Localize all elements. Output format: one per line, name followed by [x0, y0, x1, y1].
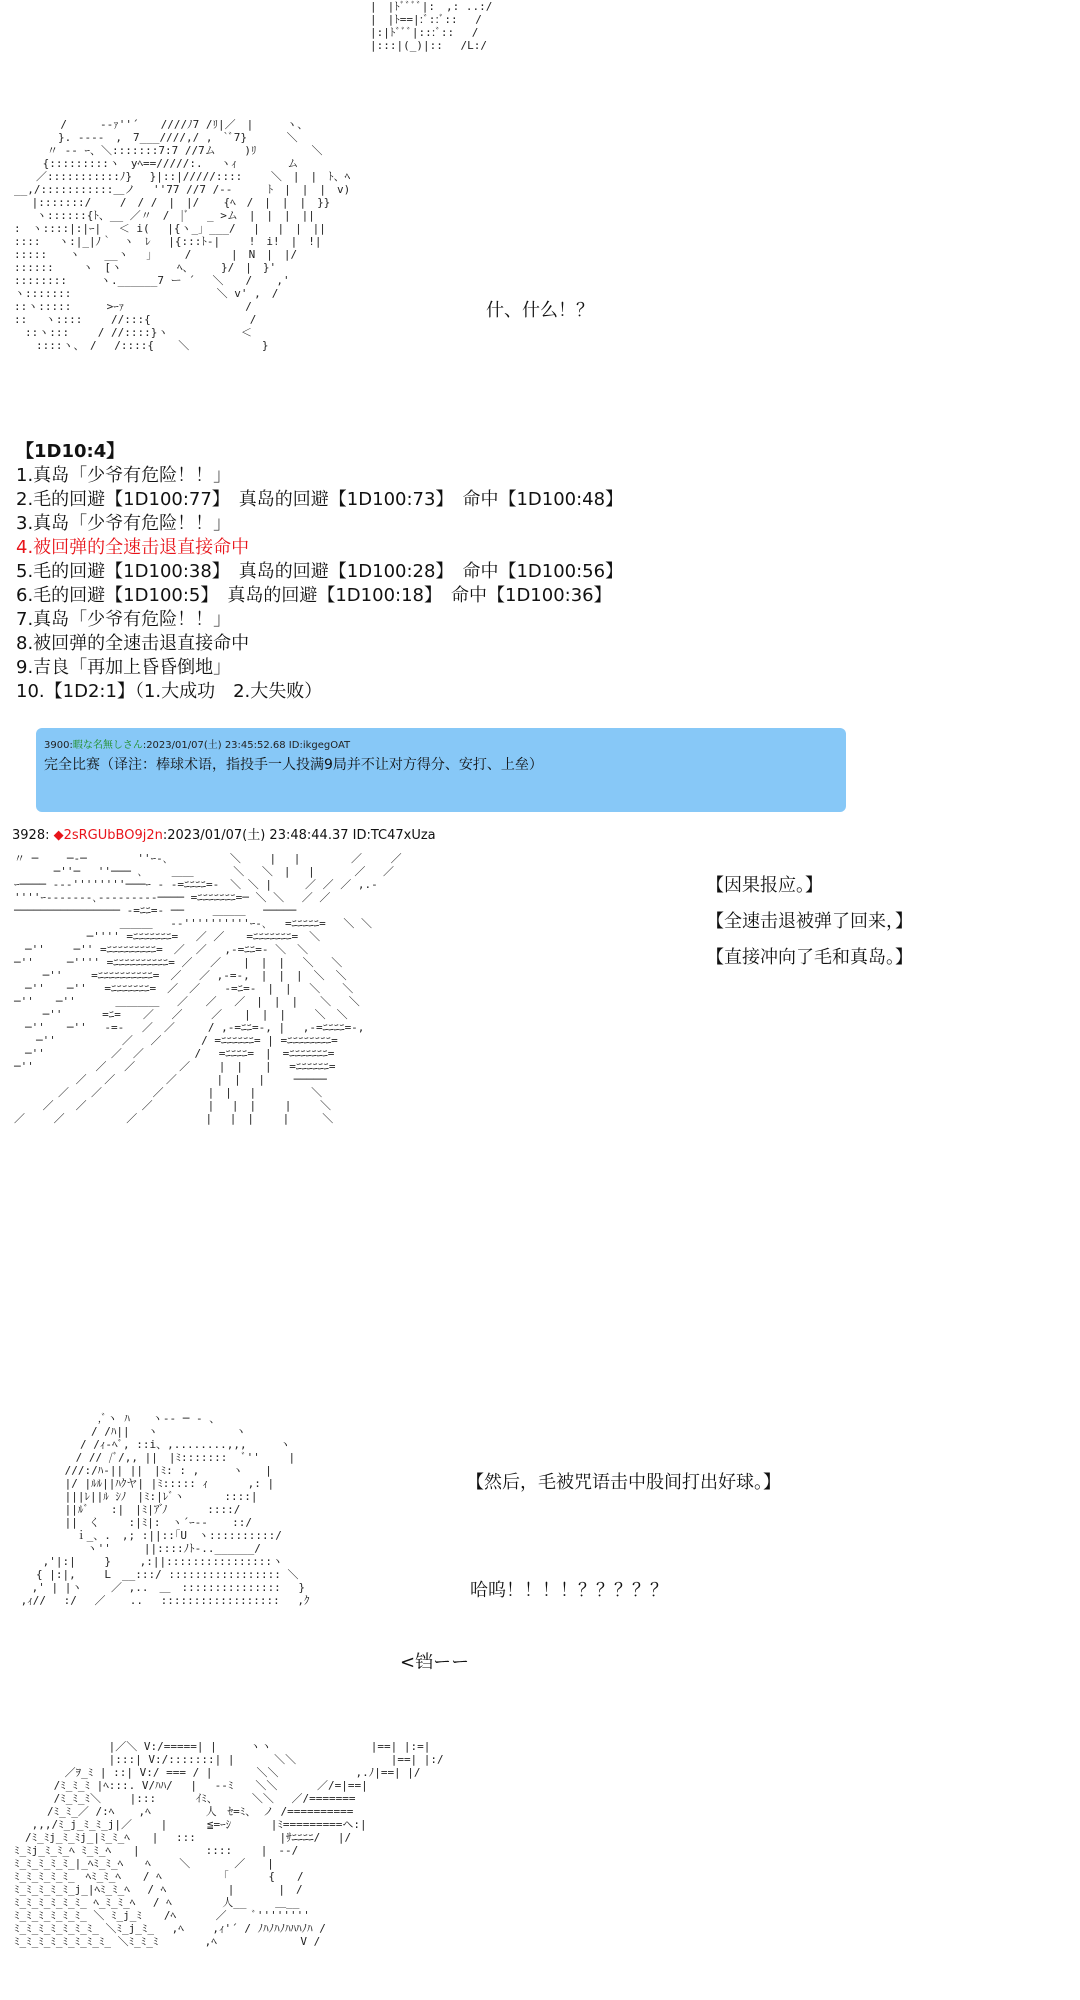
reply-text-main: 完全比赛 [44, 757, 100, 773]
trip-mark: ◆ [53, 828, 64, 843]
reply-comment-box [36, 728, 846, 812]
narration-line: 【因果报应。】 [706, 875, 823, 896]
speech-what: 什、什么！？ [486, 300, 594, 321]
ascii-art-character-shocked: / --ｧ''´ ////ﾉ7 /ﾘ|／ | ヽ、 }. ---- , 7___////,/ , `ﾞ7} ＼ 〃 -- ｰ、＼:::::::7:7 //7ム )ﾘ ＼ {:::::::::ヽ yﾍ==/////:. ヽｨ ム ／:::::::::::ﾉ} }|::|/////:::: ＼ | | ﾄ、ﾍ __,/:::::::::::＿ノ ''77 //7 /-- ﾄ | | | v) |:::::::/ / / / | |/ {ﾍ / | | | }} ヽ::::::{ﾄ、__ ／〃 / |ﾞ _ >ム | | | || : ヽ::::|:|ｰ| ＜ i( |{ヽ_」___/ | | | || :::: ヽ:|_|ﾉ｀ ヽ ﾚ |{:::ﾄ-| ! i! | !| ::::: ヽ __ヽ 」 / | N | |/ :::::: ヽ [ヽ ﾍ、 }/ | }' :::::::: ヽ.______7 ー ´ ＼ / ,' ヽ::::::: ＼ v' , / ::ヽ::::: >ｰｧ / :: ヽ:::: //:::{ / ::ヽ::: / //::::}ヽ ＜ ::::ヽ、 / /::::{ ＼ } [14, 118, 351, 352]
roll-item: 5.毛的回避【1D100:38】 真岛的回避【1D100:28】 命中【1D100:56】 [16, 561, 624, 582]
reply-timestamp: :2023/01/07(土) 23:45:52.68 ID:ikgegOAT [142, 740, 351, 751]
dice-roll-list [16, 440, 623, 704]
reply-number: 3900 [44, 740, 70, 751]
reply-meta: 3900:暇な名無しさん:2023/01/07(土) 23:45:52.68 ID:ikgegOAT [44, 740, 351, 751]
roll-item: 3.真岛「少爷有危险！！」 [16, 513, 232, 534]
roll-item: 10.【1D2:1】（1.大成功 2.大失败） [16, 681, 323, 702]
reply-text-note: （译注：棒球术语，指投手一人投满9局并不让对方得分、安打、上垒） [100, 757, 543, 773]
narration-line: 【直接冲向了毛和真岛。】 [706, 947, 913, 968]
roll-item: 7.真岛「少爷有危险！！」 [16, 609, 232, 630]
roll-item-selected: 4.被回弹的全速击退直接命中 [16, 537, 250, 558]
ascii-art-character-hit: ,ﾞヽ ﾊ ヽ-- ─ - 、 / /ﾊ|| ヽ ヽ / /ｨ-ﾍﾞ, ::i、,........,,, ヽ / // /ﾞ/,, || |ﾐ::::::: ﾞ'' | ///:/ﾊ-|| || |ﾐ: : , ヽ | |/ |ﾙﾙ||ﾊｸヤ| |ﾐ::::: ｨ ,: | |||ﾚ||ﾙ ｼﾉ |ﾐ:|ﾚﾞヽ ::::| ||ﾙﾞ :| |ﾐ|ｱ ゙ﾉ ::::/ || く :|ﾐ|: ヽ´ｰ-- ::/ ｉ_、. ,; :||::｢U ヽ::::::::::/ ヽ'' ||::::ﾉﾄ-..______/ ,'|:| } ,:||::::::::::::::::ヽ { |:|, L __:::/ ::::::::::::::::: ＼ ,' | |ヽ ／ ,.. ＿ ::::::::::::::: } ,ｨ// :/ ／ .. :::::::::::::::::: ,ｸ [20, 1412, 310, 1607]
roll-header: 【1D10:4】 [16, 441, 125, 462]
roll-item: 9.吉良「再加上昏昏倒地」 [16, 657, 232, 678]
narration-curse-hit: 【然后，毛被咒语击中股间打出好球。】 [466, 1472, 781, 1493]
post-timestamp: :2023/01/07(土) 23:48:44.37 ID:TC47xUza [162, 828, 436, 843]
sfx-clang: <铛ーー [400, 1652, 470, 1673]
roll-item: 8.被回弹的全速击退直接命中 [16, 633, 250, 654]
roll-item: 6.毛的回避【1D100:5】 真岛的回避【1D100:18】 命中【1D100:36】 [16, 585, 612, 606]
ascii-art-impact-explosion: 〃 ─ ─‐─ ''ｰ-､ ＼ | | ／ ／ ─''─ ''─── ､ ＿＿ ＼ ＼ | | ／ ／ ｰ──── ‐‐‐''''''''───ｰ ‐ -=ﾆﾆﾆﾆ=- ＼ ＼ | ／ ／ ／ ,.- ''''ｰ-------､‐‐‐‐‐‐‐‐‐──── =ﾆﾆﾆﾆﾆﾆﾆ=─ ＼ ＼ ／ ／ ──────────────── -=ﾆﾆ=- ── ＿＿＿ ───── ＿＿＿ ‐‐''''''''''ｰ-､ =ﾆﾆﾆﾆﾆ= ＼ ＼ ─'''' =ﾆﾆﾆﾆﾆﾆﾆ= ／ ／ =ﾆﾆﾆﾆﾆﾆﾆ= ＼ ─'' ─'' =ﾆﾆﾆﾆﾆﾆﾆﾆﾆ= ／ ／ ,-=ﾆﾆ=- ＼ ＼ ─'' ─'''' =ﾆﾆﾆﾆﾆﾆﾆﾆﾆﾆ= ／ ／ | | | ＼ ＼ ─'' =ﾆﾆﾆﾆﾆﾆﾆﾆﾆﾆ= ／ ／ ,-=-, | | | ＼ ＼ ─'' ─'' =ﾆﾆﾆﾆﾆﾆﾆ= ／ ／ -=ﾆ=- | | ＼ ＼ ─'' ─'' ＿＿＿＿ ／ ／ ／ | | | ＼ ＼ ─'' =ﾆ= ／ ／ ／ | | | ＼ ＼ ─'' ─'' -=- ／ ／ / ,-=ﾆﾆ=-, | ,-=ﾆﾆﾆﾆ=-, ─'' ／ ／ / =ﾆﾆﾆﾆﾆﾆ= | =ﾆﾆﾆﾆﾆﾆﾆﾆ= ─'' ／ ／ / =ﾆﾆﾆﾆ= | =ﾆﾆﾆﾆﾆﾆﾆ= ─'' ／ ／ ／ | | | =ﾆﾆﾆﾆﾆﾆ= ／ ／ ／ | | | ───── ／ ／ ／ | | | ＼ ／ ／ ／ | | | | ＼ ／ ／ ／ | | | | ＼ [14, 852, 402, 1125]
trip-code: 2sRGUbBO9j2n [63, 828, 163, 843]
narration-line: 【全速击退被弹了回来，】 [706, 911, 913, 932]
speech-scream: 哈呜！！！！？？？？？ [470, 1580, 668, 1601]
post-header: 3928: ◆2sRGUbBO9j2n:2023/01/07(土) 23:48:44.37 ID:TC47xUza [12, 828, 436, 843]
reply-author: 暇な名無しさん [72, 740, 143, 751]
roll-item: 1.真岛「少爷有危险！！」 [16, 465, 232, 486]
narration-block-impact [706, 868, 913, 976]
roll-item: 2.毛的回避【1D100:77】 真岛的回避【1D100:73】 命中【1D100:48】 [16, 489, 624, 510]
post-number: 3928 [12, 828, 46, 843]
ascii-art-bottom-scene: |／＼ V:/=====| | ヽヽ |==| |:=| |:::| V:/:::::::| | ＼＼ |==| |:/ ／ｦ_ﾐ | ::| V:/ === / | ＼＼ ,.ﾉ|==| |/ /ﾐ_ﾐ_ﾐ |ﾍ:::. V/ﾊﾊ/ | --ﾐ ＼＼ ／/=|==| /ﾐ_ﾐ_ﾐ＼ |::: ｲﾐ、 ＼＼ ／/======= /ﾐ_ﾐ_／ /:ﾍ ,ﾍ 人 ｾ=ﾐ、 ノ /========== ,,,/ﾐ_j_ﾐ_ﾐ_j|／ | ≦=ｰｼ |ﾐ=========ヘ:| /ﾐ_ﾐj_ﾐ_ﾐj_|ﾐ_ﾐ_ﾍ | ::: |ｻﾆﾆﾆﾆ/ |/ ﾐ_ﾐj_ﾐ_ﾐ_ﾍ ﾐ_ﾐ_ﾍ | :::: | --/ ﾐ_ﾐ_ﾐ_ﾐ_ﾐ_|_ﾍﾐ_ﾐ_ﾍ ﾍ ＼ ／ | ﾐ_ﾐ_ﾐ_ﾐ_ﾐ_ ﾍﾐ_ﾐ_ﾍ / ﾍ ｢ { / ﾐ_ﾐ_ﾐ_ﾐ_ﾐ_j_|ﾍﾐ_ﾐ_ﾍ / ﾍ | | / ﾐ_ﾐ_ﾐ_ﾐ_ﾐ_ﾐ_ ﾍ_ﾐ_ﾐ_ﾍ / ﾍ 人__ ＿__ ﾐ_ﾐ_ﾐ_ﾐ_ﾐ_ﾐ_ ＼ ﾐ_j_ﾐ /ﾍ ／ ﾞ'''''''' ﾐ_ﾐ_ﾐ_ﾐ_ﾐ_ﾐ_ﾐ_ ＼ﾐ_j_ﾐ_ ,ﾍ ,ｨ'´ / ﾉﾊﾉﾊﾉﾊﾊﾊﾉﾊ / ﾐ_ﾐ_ﾐ_ﾐ_ﾐ_ﾐ_ﾐ_ﾐ_ ＼ﾐ_ﾐ_ﾐ ,ﾍ V / [14, 1740, 444, 1948]
ascii-art-top: | |ﾄﾞﾞﾞﾞ|: ,: ..:/ | |ﾄ==|:ﾞ::ﾞ:: / |:|ﾄﾞﾞﾞ|:::ﾞ:: / |:::|(_)|:: /L:/ [370, 0, 493, 52]
reply-text [44, 754, 543, 774]
